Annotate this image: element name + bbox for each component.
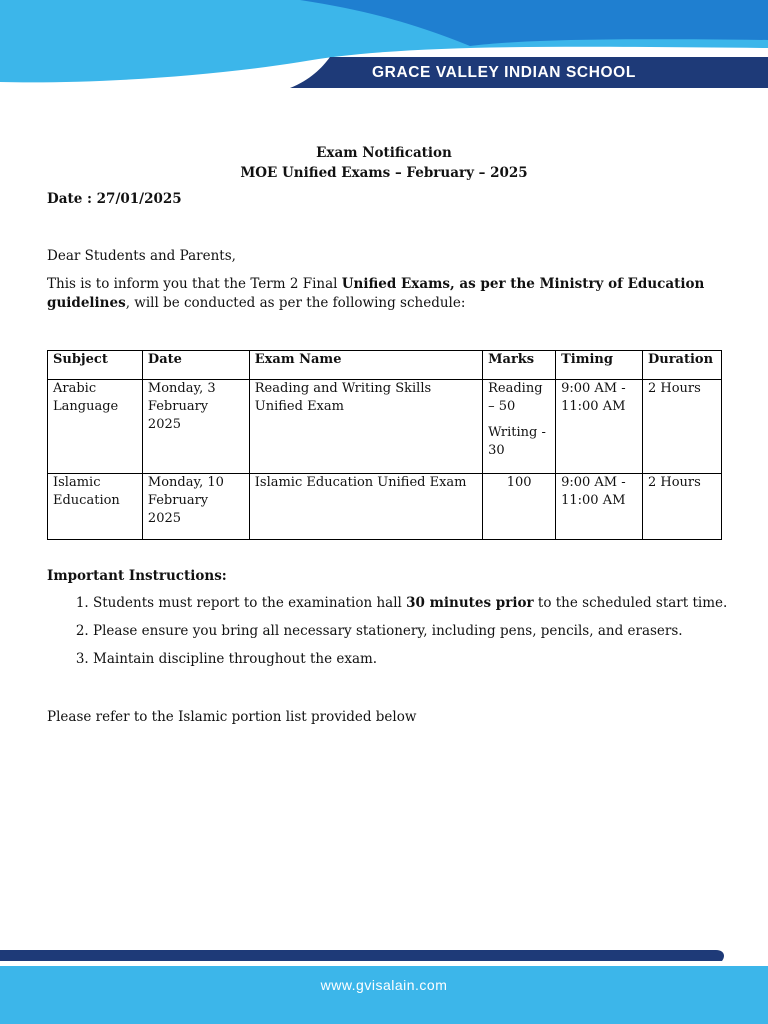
marks-writing: Writing - 30 — [488, 425, 546, 458]
list-item: 3. Maintain discipline throughout the exam. — [93, 650, 753, 669]
col-header-marks: Marks — [483, 351, 556, 380]
instructions-heading: Important Instructions: — [47, 568, 227, 584]
exam-schedule-table — [47, 350, 722, 540]
instruction-1-text-b: to the scheduled start time. — [533, 595, 728, 611]
document-title — [0, 143, 768, 183]
table-header-row — [48, 351, 722, 380]
closing-note: Please refer to the Islamic portion list provided below — [47, 709, 417, 725]
intro-paragraph — [47, 275, 727, 313]
cell-duration: 2 Hours — [642, 474, 721, 540]
instruction-1-bold: 30 minutes prior — [406, 595, 534, 611]
table-row — [48, 474, 722, 540]
title-line-1: Exam Notification — [316, 145, 452, 161]
cell-exam-name: Islamic Education Unified Exam — [249, 474, 482, 540]
list-item: 2. Please ensure you bring all necessary stationery, including pens, pencils, and erasers. — [93, 622, 753, 641]
col-header-exam-name: Exam Name — [249, 351, 482, 380]
date-line: Date : 27/01/2025 — [47, 191, 182, 207]
marks-reading: Reading – 50 — [488, 381, 543, 414]
cell-timing: 9:00 AM - 11:00 AM — [556, 380, 643, 474]
website-link[interactable]: www.gvisalain.com — [320, 977, 448, 993]
school-name: GRACE VALLEY INDIAN SCHOOL — [372, 64, 636, 81]
table-row — [48, 380, 722, 474]
cell-date: Monday, 3 February 2025 — [142, 380, 249, 474]
intro-text-1: This is to inform you that the Term 2 Final — [47, 276, 342, 292]
list-item — [93, 594, 753, 613]
col-header-date: Date — [142, 351, 249, 380]
cell-date: Monday, 10 February 2025 — [142, 474, 249, 540]
intro-text-2: , will be conducted as per the following schedule: — [125, 295, 466, 311]
col-header-timing: Timing — [556, 351, 643, 380]
footer-navy-stripe — [0, 950, 724, 961]
footer-blue-band — [0, 966, 768, 1024]
instruction-1-text-a: Students must report to the examination hall — [93, 595, 407, 611]
cell-subject: Arabic Language — [48, 380, 143, 474]
salutation: Dear Students and Parents, — [47, 248, 236, 264]
cell-timing: 9:00 AM - 11:00 AM — [556, 474, 643, 540]
intro-text-bold: Unified Exams, as per the Ministry of Education guidelines — [47, 276, 705, 311]
cell-duration: 2 Hours — [642, 380, 721, 474]
title-line-2: MOE Unified Exams – February – 2025 — [240, 165, 528, 181]
cell-marks — [483, 380, 556, 474]
instructions-list — [47, 594, 753, 678]
col-header-duration: Duration — [642, 351, 721, 380]
cell-exam-name: Reading and Writing Skills Unified Exam — [249, 380, 482, 474]
cell-marks: 100 — [483, 474, 556, 540]
col-header-subject: Subject — [48, 351, 143, 380]
cell-subject: Islamic Education — [48, 474, 143, 540]
